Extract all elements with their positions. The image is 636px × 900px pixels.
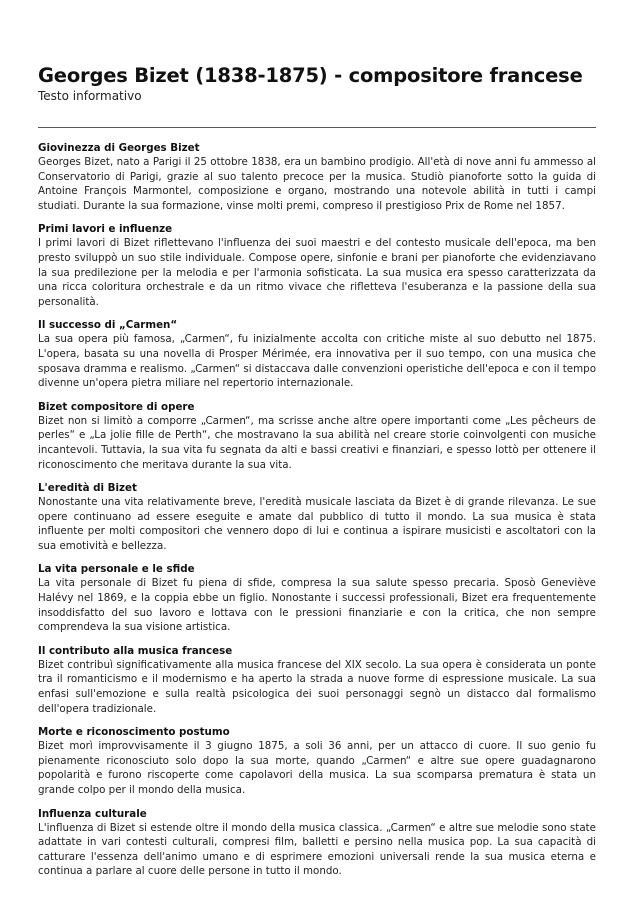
section-compositore-opere [38, 400, 596, 472]
section-body: Georges Bizet, nato a Parigi il 25 ottobre 1838, era un bambino prodigio. All'età di nove anni fu ammesso al Conservatorio di Parigi, grazie al suo talento precoce per la musica. Studiò pianoforte sotto la guida di Antoine François Marmontel, composizione e organo, mostrando una notevole abilità in tutti i campi studiati. Durante la sua formazione, vinse molti premi, compreso il prestigioso Prix de Rome nel 1857. [38, 156, 596, 212]
page-subtitle: Testo informativo [38, 89, 142, 103]
section-heading: Morte e riconoscimento postumo [38, 726, 230, 739]
section-heading: Primi lavori e influenze [38, 223, 173, 236]
section-heading: Giovinezza di Georges Bizet [38, 142, 200, 154]
section-influenza-culturale [38, 807, 596, 879]
section-body: I primi lavori di Bizet riflettevano l'influenza dei suoi maestri e del contesto musicale dell'epoca, ma ben presto sviluppò un suo stile individuale. Compose opere, sinfonie e brani per pianoforte che evidenziavano la sua predilezione per la melodia e per l'armonia sofisticata. La sua musica era spesso caratterizzata da una ricca coloritura orchestrale e da un ritmo vivace che rifletteva l'esuberanza e la passione della sua personalità. [38, 237, 596, 308]
section-heading: Influenza culturale [38, 807, 147, 820]
section-body: Bizet contribuì significativamente alla musica francese del XIX secolo. La sua opera è considerata un ponte tra il romanticismo e il modernismo e ha aperto la strada a nuove forme di espressione musicale. La sua enfasi sull'emozione e sulla realtà psicologica dei suoi personaggi segnò un distacco dal formalismo dell'opera tradizionale. [38, 658, 596, 715]
sections-container [38, 141, 596, 879]
section-heading: Il contributo alla musica francese [38, 644, 233, 657]
page-title: Georges Bizet (1838-1875) - compositore francese [38, 64, 583, 87]
section-heading: L'eredità di Bizet [38, 482, 137, 495]
section-eredita [38, 481, 596, 553]
section-heading: Il successo di „Carmen“ [38, 319, 178, 332]
section-vita-personale [38, 562, 596, 634]
section-morte [38, 725, 596, 797]
title-divider [38, 127, 596, 128]
section-body: Bizet non si limitò a comporre „Carmen“, ma scrisse anche altre opere importanti come „Les pêcheurs de perles“ e „La jolie fille de Perth“, che mostravano la sua abilità nel creare storie coinvolgenti con musiche incantevoli. Tuttavia, la sua vita fu segnata da alti e bassi creativi e finanziari, e spesso lottò per ottenere il riconoscimento che meritava durante la sua vita. [38, 414, 596, 471]
section-giovinezza [38, 141, 596, 213]
section-heading: Bizet compositore di opere [38, 400, 195, 413]
section-body: La vita personale di Bizet fu piena di sfide, compresa la sua salute spesso precaria. Sposò Geneviève Halévy nel 1869, e la coppia ebbe un figlio. Nonostante i successi professionali, Bizet era frequentemente insoddisfatto del suo lavoro e lottava con le pressioni finanziarie e con la critica, che non sempre comprendeva la sua visione artistica. [38, 577, 596, 634]
section-carmen [38, 318, 596, 390]
section-body: Nonostante una vita relativamente breve, l'eredità musicale lasciata da Bizet è di grande rilevanza. Le sue opere continuano ad essere eseguite e amate dal pubblico di tutto il mondo. La sua musica è stata influente per molti compositori che vennero dopo di lui e continua a ispirare musicisti e ascoltatori con la sua emotività e bellezza. [38, 496, 596, 552]
section-body: Bizet morì improvvisamente il 3 giugno 1875, a soli 36 anni, per un attacco di cuore. Il suo genio fu pienamente riconosciuto solo dopo la sua morte, quando „Carmen“ e altre sue opere guadagnarono popolarità e furono riscoperte come capolavori della musica. La sua scomparsa prematura è stata un grande colpo per il mondo della musica. [38, 740, 596, 796]
section-body: L'influenza di Bizet si estende oltre il mondo della musica classica. „Carmen“ e altre sue melodie sono state adattate in vari contesti culturali, compresi film, balletti e persino nella musica pop. La sua capacità di catturare l'essenza dell'animo umano e di esprimere emozioni universali rende la sua musica eterna e continua a parlare al cuore delle persone in tutto il mondo. [38, 821, 596, 878]
section-body: La sua opera più famosa, „Carmen“, fu inizialmente accolta con critiche miste al suo debutto nel 1875. L'opera, basata su una novella di Prosper Mérimée, era innovativa per il suo tempo, con una musica che sposava dramma e realismo. „Carmen“ si distaccava dalle convenzioni operistiche dell'epoca e con il tempo divenne un'opera pietra miliare nel repertorio internazionale. [38, 333, 596, 390]
section-heading: La vita personale e le sfide [38, 563, 195, 576]
section-contributo [38, 644, 596, 716]
section-primi-lavori [38, 222, 596, 309]
